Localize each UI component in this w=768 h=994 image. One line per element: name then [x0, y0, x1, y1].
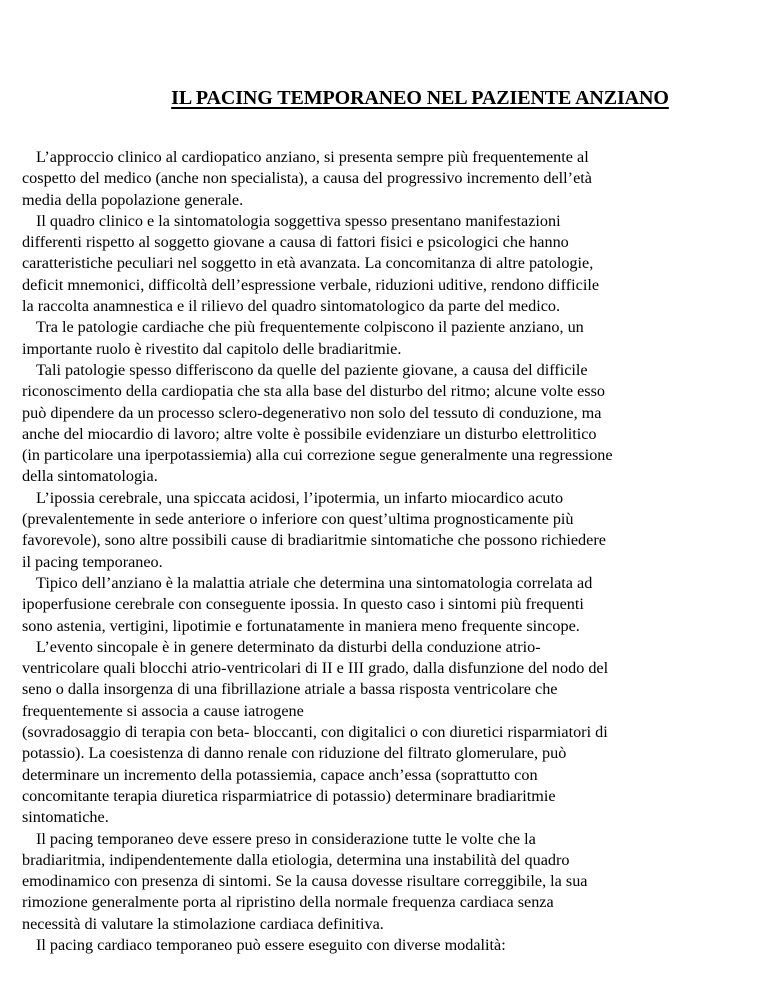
document-body — [0, 147, 768, 956]
text-line: sintomatiche. — [22, 808, 109, 827]
text-line: L’ipossia cerebrale, una spiccata acidosi, l’ipotermia, un infarto miocardico acuto — [36, 488, 564, 507]
text-line: cospetto del medico (anche non specialista), a causa del progressivo incremento dell’età — [22, 169, 592, 188]
text-line: ipoperfusione cerebrale con conseguente ipossia. In questo caso i sintomi più frequenti — [22, 595, 584, 614]
text-line: L’approccio clinico al cardiopatico anziano, si presenta sempre più frequentemente al — [36, 148, 589, 166]
text-line: Tra le patologie cardiache che più frequentemente colpiscono il paziente anziano, un — [36, 318, 584, 337]
text-line: Il pacing cardiaco temporaneo può essere eseguito con diverse modalità: — [36, 935, 506, 954]
text-line: il pacing temporaneo. — [22, 552, 163, 571]
text-line: sono astenia, vertigini, lipotimie e fortunatamente in maniera meno frequente sincope. — [22, 616, 580, 635]
text-line: rimozione generalmente porta al ripristino della normale frequenza cardiaca senza — [22, 893, 554, 912]
text-line: emodinamico con presenza di sintomi. Se la causa dovesse risultare correggibile, la sua — [22, 872, 588, 891]
text-line: (in particolare una iperpotassiemia) alla cui correzione segue generalmente una regressione — [22, 446, 613, 465]
text-line: riconoscimento della cardiopatia che sta alla base del disturbo del ritmo; alcune volte esso — [22, 382, 606, 401]
text-line: potassio). La coesistenza di danno renale con riduzione del filtrato glomerulare, può — [22, 744, 567, 763]
text-line: determinare un incremento della potassiemia, capace anch’essa (soprattutto con — [22, 765, 538, 784]
text-line: Il pacing temporaneo deve essere preso in considerazione tutte le volte che la — [36, 829, 536, 848]
text-line: la raccolta anamnestica e il rilievo del quadro sintomatologico da parte del medico. — [22, 297, 561, 316]
text-line: Il quadro clinico e la sintomatologia soggettiva spesso presentano manifestazioni — [36, 211, 561, 230]
text-line: frequentemente si associa a cause iatrogene — [22, 701, 304, 720]
text-line: media della popolazione generale. — [22, 190, 244, 209]
document-title: IL PACING TEMPORANEO NEL PAZIENTE ANZIANO — [171, 87, 669, 109]
text-line: L’evento sincopale è in genere determinato da disturbi della conduzione atrio- — [36, 637, 541, 656]
text-line: ventricolare quali blocchi atrio-ventricolari di II e III grado, dalla disfunzione del nodo del — [22, 659, 609, 678]
text-line: può dipendere da un processo sclero-degenerativo non solo del tessuto di conduzione, ma — [22, 403, 602, 422]
text-line: importante ruolo è rivestito dal capitolo delle bradiaritmie. — [22, 339, 402, 358]
text-line: bradiaritmia, indipendentemente dalla etiologia, determina una instabilità del quadro — [22, 850, 570, 869]
text-line: (prevalentemente in sede anteriore o inferiore con quest’ultima prognosticamente più — [22, 510, 574, 529]
text-line: (sovradosaggio di terapia con beta- bloccanti, con digitalici o con diuretici risparmiatori di — [22, 723, 608, 742]
text-line: anche del miocardio di lavoro; altre volte è possibile evidenziare un disturbo elettrolitico — [22, 424, 597, 443]
text-line: favorevole), sono altre possibili cause di bradiaritmie sintomatiche che possono richiedere — [22, 531, 606, 550]
text-line: caratteristiche peculiari nel soggetto in età avanzata. La concomitanza di altre patologie, — [22, 254, 594, 273]
text-line: concomitante terapia diuretica risparmiatrice di potassio) determinare bradiaritmie — [22, 786, 556, 805]
text-line: necessità di valutare la stimolazione cardiaca definitiva. — [22, 914, 384, 933]
text-line: deficit mnemonici, difficoltà dell’espressione verbale, riduzioni uditive, rendono difficile — [22, 275, 600, 294]
text-line: differenti rispetto al soggetto giovane a causa di fattori fisici e psicologici che hanno — [22, 233, 569, 252]
text-line: Tipico dell’anziano è la malattia atriale che determina una sintomatologia correlata ad — [36, 573, 593, 592]
text-line: seno o dalla insorgenza di una fibrillazione atriale a bassa risposta ventricolare che — [22, 680, 558, 699]
text-line: Tali patologie spesso differiscono da quelle del paziente giovane, a causa del difficile — [36, 360, 588, 379]
text-line: della sintomatologia. — [22, 467, 158, 486]
